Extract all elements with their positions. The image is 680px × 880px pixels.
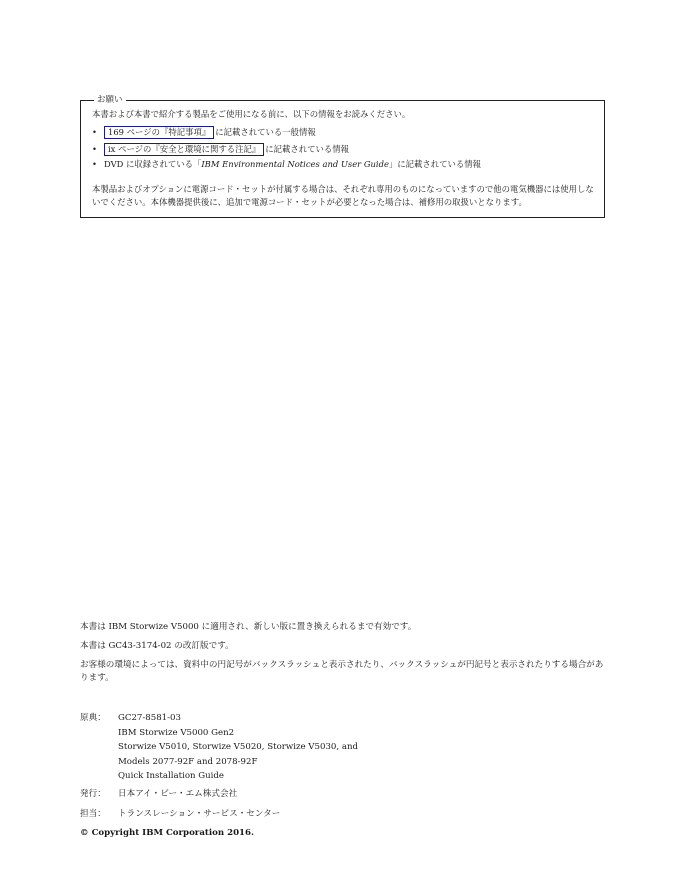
- original-line: IBM Storwize V5000 Gen2: [118, 727, 235, 738]
- backslash-note: お客様の環境によっては、資料中の円記号がバックスラッシュと表示されたり、バックスラッシュが円記号と表示されたりする場合があります。: [80, 660, 604, 683]
- revision-note: 本書は GC43-3174-02 の改訂版です。: [80, 641, 234, 651]
- original-lines: [118, 711, 358, 784]
- original-line: GC27-8581-03: [118, 713, 181, 723]
- notice-bullet-safety: [92, 143, 349, 156]
- publisher-label: 発行：: [80, 789, 106, 799]
- publisher-value: 日本アイ・ビー・エム株式会社: [118, 789, 238, 799]
- notice-bullet-notices: [92, 126, 316, 139]
- original-line: Models 2077-92F and 2078-92F: [118, 756, 258, 767]
- bullet-marker: •: [92, 127, 97, 137]
- bullet-marker: •: [92, 159, 97, 169]
- notice-bullet-dvd: [92, 159, 481, 170]
- notice-intro: 本書および本書で紹介する製品をご使用になる前に、以下の情報をお読みください。: [92, 109, 411, 119]
- document-title: IBM Environmental Notices and User Guide: [201, 159, 389, 169]
- original-label: 原典：: [80, 713, 106, 723]
- bullet-marker: •: [92, 144, 97, 154]
- original-line: Storwize V5010, Storwize V5020, Storwize V5030, and: [118, 742, 358, 752]
- notice-legend: お願い: [94, 95, 126, 105]
- original-line: Quick Installation Guide: [118, 771, 224, 781]
- bullet-text: に記載されている情報: [265, 144, 350, 154]
- notices-link[interactable]: 169 ページの『特記事項』: [104, 126, 214, 139]
- safety-notices-link[interactable]: ix ページの『安全と環境に関する注記』: [104, 143, 264, 156]
- copyright: © Copyright IBM Corporation 2016.: [80, 828, 255, 838]
- responsible-label: 担当：: [80, 809, 106, 819]
- edition-applicability: 本書は IBM Storwize V5000 に適用され、新しい版に置き換えられるまで有効です。: [80, 622, 417, 632]
- bullet-suffix: 」に記載されている情報: [388, 159, 482, 169]
- bullet-text: に記載されている一般情報: [215, 127, 316, 137]
- power-cord-notice: 本製品およびオプションに電源コード・セットが付属する場合は、それぞれ専用のものになっていますので他の電気機器には使用しないでください。本体機器提供後に、追加で電源コード・セットが必要となった場合は、補修用の取扱いとなります。: [92, 184, 594, 207]
- responsible-value: トランスレーション・サービス・センター: [118, 809, 281, 819]
- bullet-prefix: DVD に収録されている「: [104, 159, 202, 169]
